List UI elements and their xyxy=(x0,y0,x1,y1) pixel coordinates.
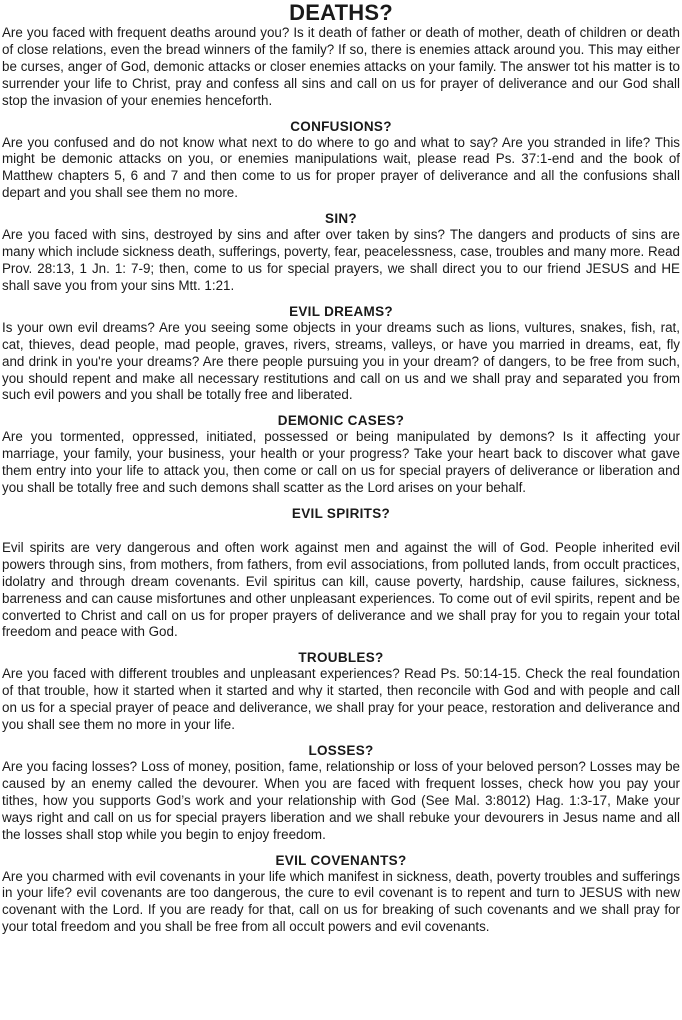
section-evil-spirits xyxy=(2,505,680,641)
section-body: Is your own evil dreams? Are you seeing some objects in your dreams such as lions, vultures, snakes, fish, rat, cat, thieves, dead people, mad people, graves, rivers, streams, valleys, or have you married in dreams, eat, fly and drink in you're your dreams? Are there people pursuing you in your dream? of dangers, to be free from such, you should repent and make all necessary restitutions and call on us and we shall pray and separated you from such evil powers and you shall be totally free and liberated. xyxy=(2,319,680,403)
section-heading: TROUBLES? xyxy=(298,650,384,666)
section-heading: DEMONIC CASES? xyxy=(277,413,405,429)
section-body: Are you facing losses? Loss of money, position, fame, relationship or loss of your beloved person? Losses may be caused by an enemy called the devourer. When you are faced with frequent losses, check how you pay your tithes, how you supports God’s work and your relationship with God (See Mal. 3:8012) Hag. 1:3-17, Make your ways right and call on us for special prayers liberation and we shall rebuke your devourers in Jesus name and all the losses shall stop while you begin to enjoy freedom. xyxy=(2,759,680,842)
section-body: Are you tormented, oppressed, initiated, possessed or being manipulated by demons? Is it affecting your marriage, your family, your business, your health or your progress? Take your heart back to discover what gave them entry into your life to attack you, then come or call on us for special prayers of deliverance or liberation and you shall be totally free and such demons shall scatter as the Lord arises on your behalf. xyxy=(2,429,680,496)
document-title: DEATHS? xyxy=(289,0,393,25)
section-troubles xyxy=(2,649,680,734)
section-heading: LOSSES? xyxy=(308,743,374,758)
section-evil-covenants xyxy=(2,852,680,937)
section-heading: EVIL SPIRITS? xyxy=(291,505,391,521)
section-body: Are you charmed with evil covenants in your life which manifest in sickness, death, poverty troubles and sufferings in your life? evil covenants are too dangerous, the cure to evil covenant is to repent and turn to JESUS with new covenant with the Lord. If you are ready for that, call on us for breaking of such covenants and we shall pray for your total freedom and you shall be free from all occult powers and evil covenants. xyxy=(2,868,680,935)
section-sin xyxy=(2,210,680,295)
section-heading: CONFUSIONS? xyxy=(290,118,392,134)
section-heading: SIN? xyxy=(325,211,357,227)
section-body: Are you confused and do not know what next to do where to go and what to say? Are you stranded in life? This might be demonic attacks on you, or enemies manipulations wait, please read Ps. 37:1-end and the book of Matthew chapters 5, 6 and 7 and then come to us for proper prayer of deliverance and all the confusions shall depart and you shall see them no more. xyxy=(2,134,680,201)
section-heading: EVIL COVENANTS? xyxy=(275,852,407,868)
section-body: Evil spirits are very dangerous and often work against men and against the will of God. People inherited evil powers through sins, from mothers, from fathers, from evil associations, from polluted lands, from occult practices, idolatry and through dream covenants. Evil spiritus can kill, cause poverty, hardship, cause failures, sickness, barreness and can cause misfortunes and other unpleasant experiences. To come out of evil spirits, repent and be converted to Christ and call on us for proper prayers of deliverance and we shall pray for you to regain your total freedom and peace with God. xyxy=(2,539,680,640)
section-losses xyxy=(2,742,680,844)
section-body: Are you faced with different troubles and unpleasant experiences? Read Ps. 50:14-15. Check the real foundation of that trouble, how it started when it started and why it started, then reconcile with God and with people and call on us for a special prayer of peace and deliverance, we shall pray for your peace, restoration and deliverance and you shall see them no more in your life. xyxy=(2,666,680,733)
section-demonic-cases xyxy=(2,412,680,497)
section-evil-dreams xyxy=(2,303,680,405)
section-body: Are you faced with sins, destroyed by sins and after over taken by sins? The dangers and products of sins are many which include sickness death, sufferings, poverty, fear, peacelessness, case, troubles and many more. Read Prov. 28:13, 1 Jn. 1: 7-9; then, come to us for special prayers, we shall direct you to our friend JESUS and HE shall save you from your sins Mtt. 1:21. xyxy=(2,227,680,293)
section-confusions xyxy=(2,118,680,203)
section-heading: EVIL DREAMS? xyxy=(289,303,393,319)
intro-paragraph: Are you faced with frequent deaths around you? Is it death of father or death of mother, death of children or death of close relations, even the bread winners of the family? If so, there is enemies attack around you. This may either be curses, anger of God, demonic attacks or closer enemies attacks on your family. The answer tot his matter is to surrender your life to Christ, pray and confess all sins and call on us for prayer of deliverance and our God shall stop the invasion of your enemies henceforth. xyxy=(2,25,680,108)
